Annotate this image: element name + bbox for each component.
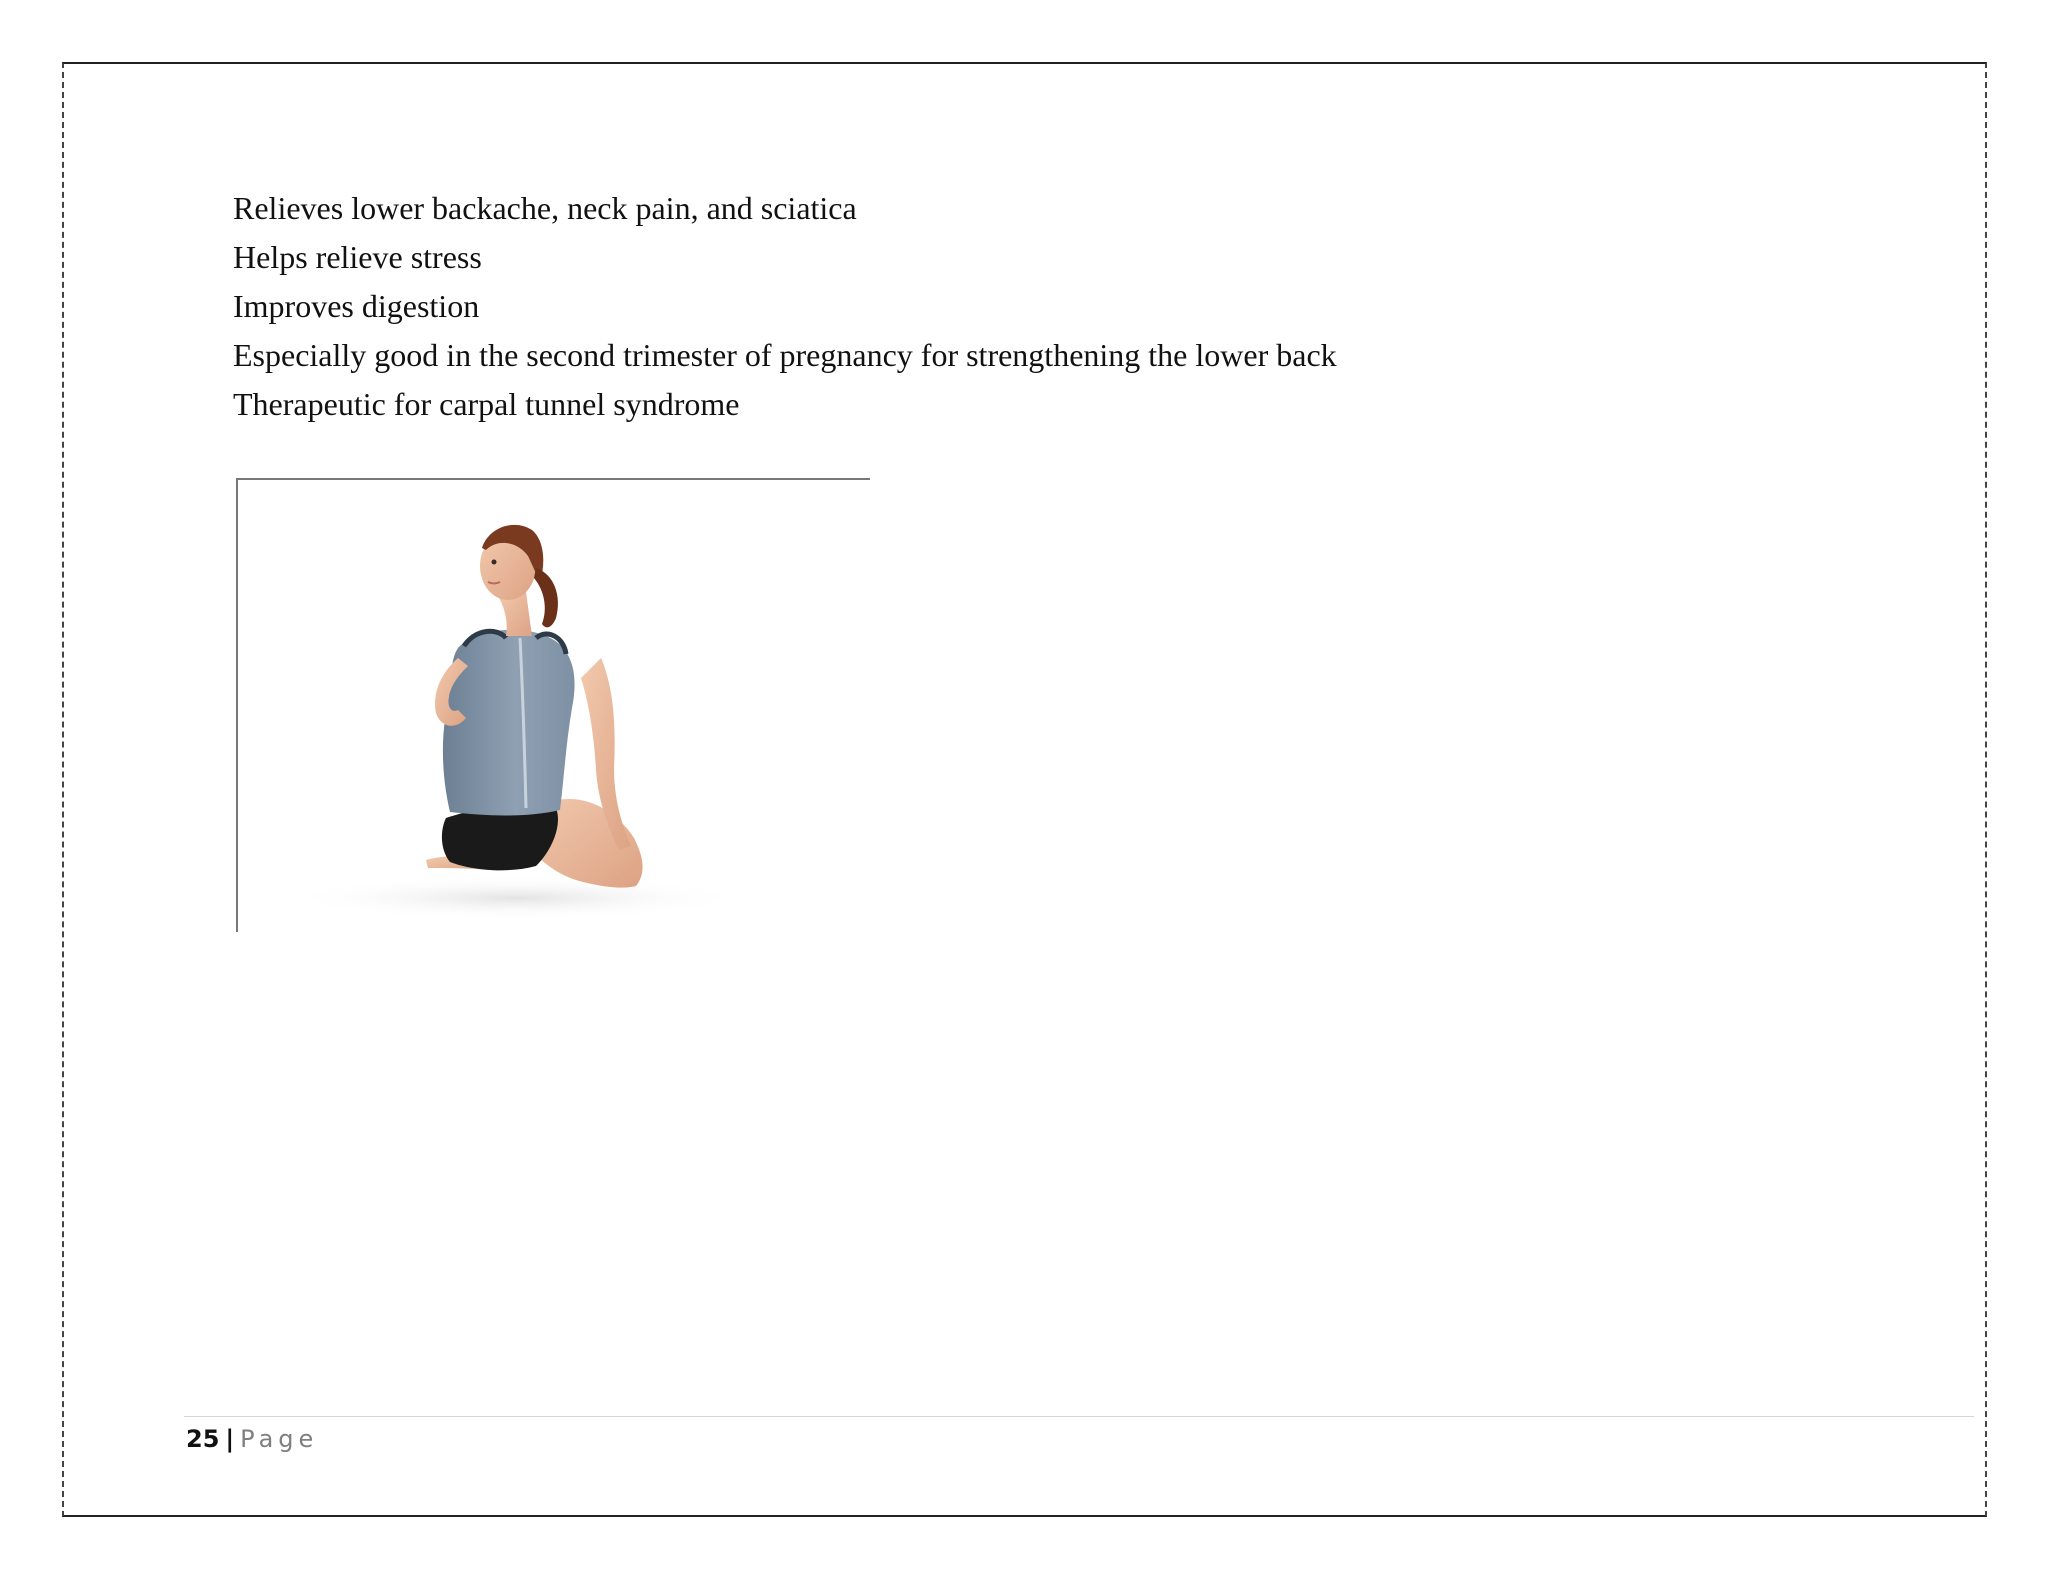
benefits-list	[233, 184, 1337, 429]
page-footer	[186, 1424, 318, 1454]
benefit-item: Improves digestion	[233, 288, 480, 324]
footer-separator: |	[225, 1425, 235, 1453]
benefit-item: Relieves lower backache, neck pain, and sciatica	[233, 190, 857, 226]
benefit-item: Helps relieve stress	[233, 239, 482, 275]
footer-rule	[184, 1416, 1974, 1417]
benefit-item: Therapeutic for carpal tunnel syndrome	[233, 386, 740, 422]
page-word: Page	[240, 1425, 319, 1453]
page-number: 25	[186, 1425, 220, 1453]
benefit-item: Especially good in the second trimester of pregnancy for strengthening the lower back	[233, 337, 1337, 373]
yoga-pose-photo-icon	[236, 478, 870, 932]
yoga-pose-figure	[236, 478, 870, 932]
